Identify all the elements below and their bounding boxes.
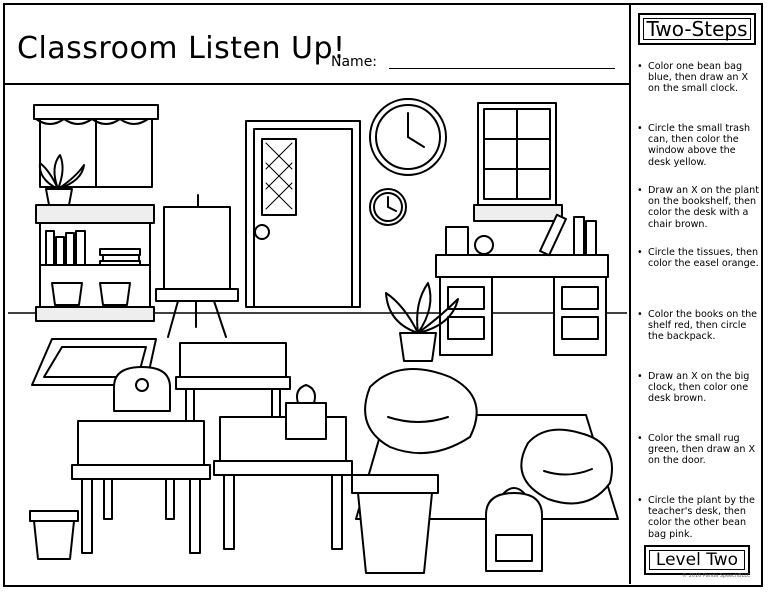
- window-left-icon: [34, 105, 158, 187]
- window-right-icon: [474, 103, 562, 221]
- chair-icon: [114, 367, 170, 411]
- step-item: • Color one bean bag blue, then draw an X on the small clock.: [635, 61, 759, 123]
- step-item: • Circle the tissues, then color the easel orange.: [635, 247, 759, 309]
- bean-bag-icon: [365, 369, 477, 453]
- easel-icon: [156, 195, 238, 337]
- door-icon: [246, 121, 360, 307]
- small-trash-can-icon: [30, 511, 78, 559]
- classroom-illustration: [8, 87, 627, 581]
- step-list: [635, 61, 759, 557]
- tissue-box-icon: [286, 385, 326, 439]
- page-title: Classroom Listen Up!: [17, 31, 346, 66]
- bookshelf-icon: [36, 205, 154, 321]
- name-label: Name:: [331, 54, 378, 70]
- small-clock-icon: [370, 189, 406, 225]
- level-badge: Level Two: [644, 545, 750, 575]
- step-item: • Circle the plant by the teacher's desk, then color the other bean bag pink.: [635, 495, 759, 557]
- teacher-desk-icon: [436, 215, 608, 355]
- step-item: • Color the small rug green, then draw an X on the door.: [635, 433, 759, 495]
- student-desk-icon: [214, 417, 352, 549]
- backpack-icon: [486, 488, 542, 571]
- student-desk-icon: [72, 421, 210, 553]
- two-steps-title: Two-Steps: [638, 13, 756, 45]
- step-item: • Circle the small trash can, then color the window above the desk yellow.: [635, 123, 759, 185]
- big-clock-icon: [370, 99, 446, 175]
- step-item: • Draw an X on the big clock, then color one desk brown.: [635, 371, 759, 433]
- worksheet: [3, 3, 763, 587]
- worksheet-header: [5, 5, 629, 85]
- step-item: • Draw an X on the plant on the bookshelf, then color the desk with a chair brown.: [635, 185, 759, 247]
- copyright-text: © 2016 Panda SpeechBLLC: [682, 573, 751, 579]
- student-desk-icon: [176, 343, 290, 425]
- name-line: [389, 68, 615, 69]
- big-trash-can-icon: [352, 475, 438, 573]
- instructions-panel: [629, 5, 762, 584]
- step-item: • Color the books on the shelf red, then circle the backpack.: [635, 309, 759, 371]
